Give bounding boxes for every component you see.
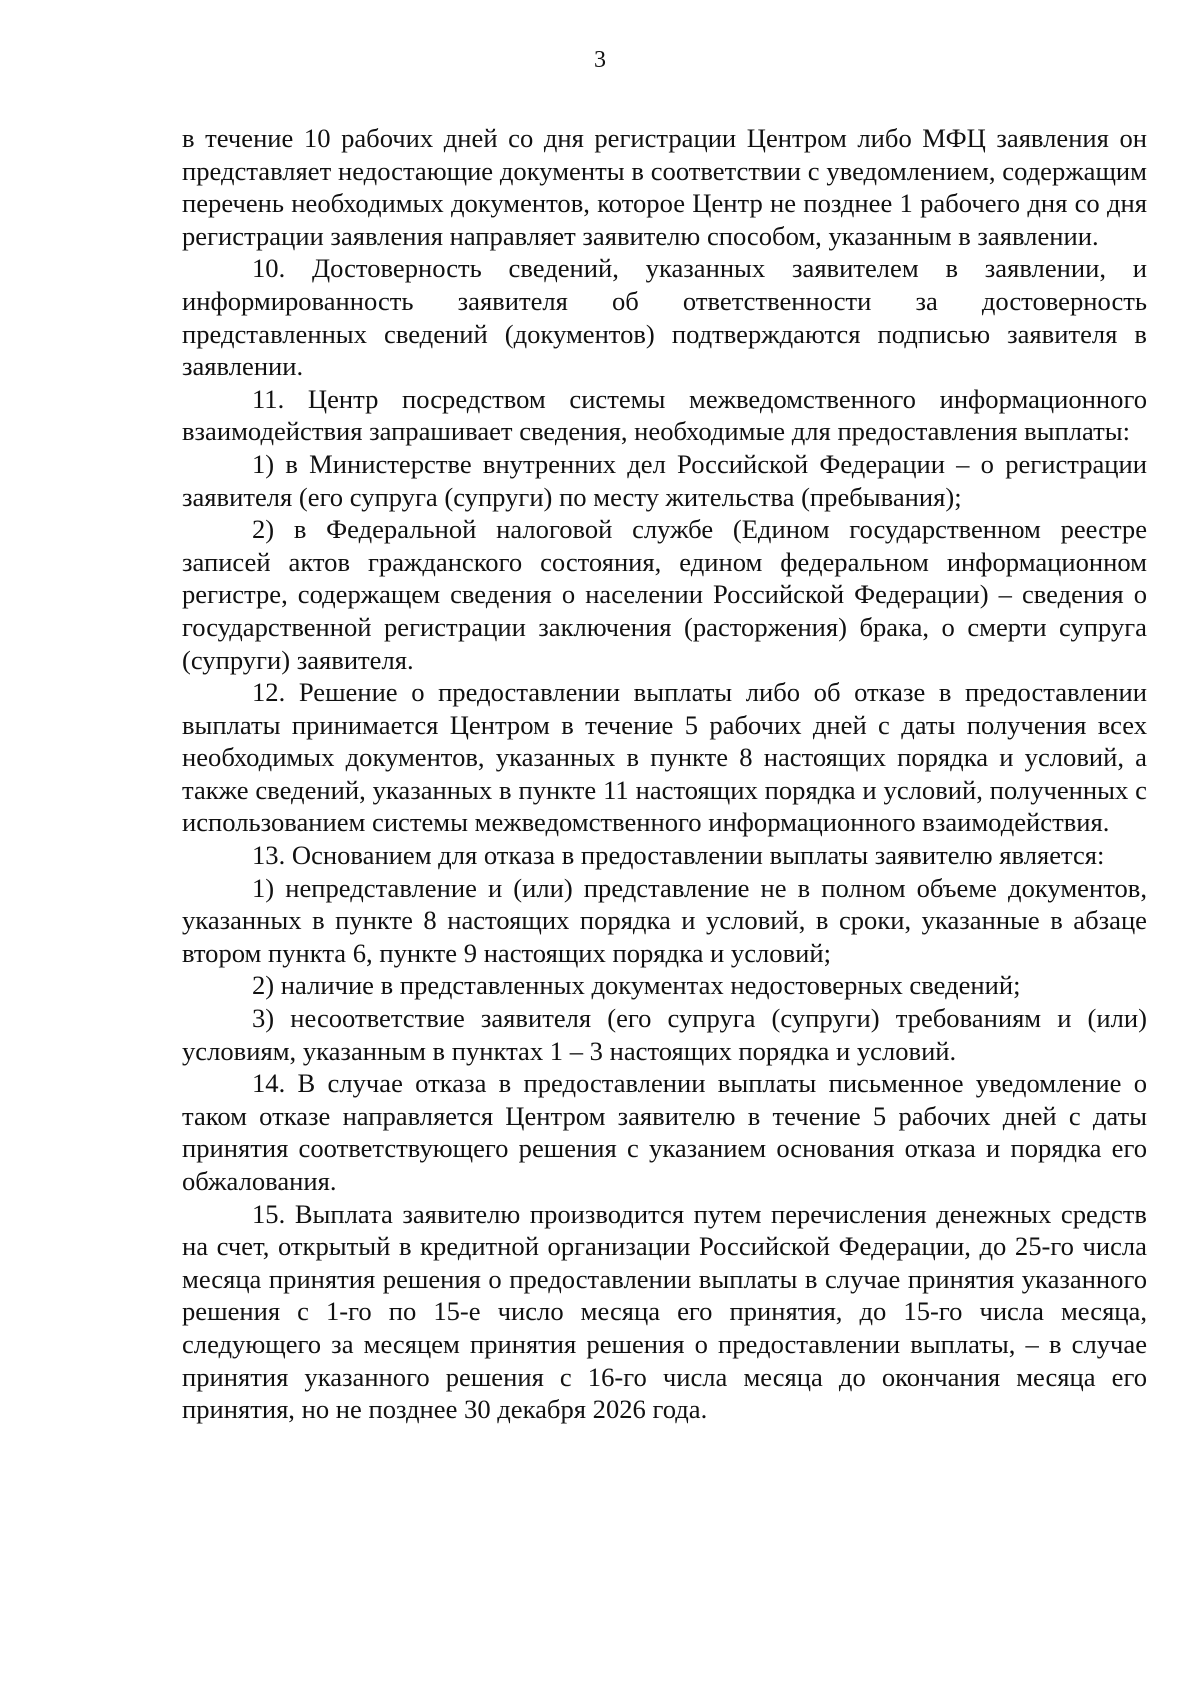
paragraph-13-item-1: 1) непредставление и (или) представление не в полном объеме документов, указанных в пункте 8 настоящих порядка и условий, в сроки, указанные в абзаце втором пункта 6, пункте 9 настоящих порядка и условий; bbox=[182, 872, 1147, 968]
paragraph-11: 11. Центр посредством системы межведомственного информационного взаимодействия запрашивает сведения, необходимые для предоставления выплаты: bbox=[182, 383, 1147, 447]
paragraph-15: 15. Выплата заявителю производится путем перечисления денежных средств на счет, открытый в кредитной организации Российской Федерации, до 25-го числа месяца принятия решения о предоставлении выплаты в случае принятия указанного решения с 1-го по 15-е число месяца его принятия, до 15-го числа месяца, следующего за месяцем принятия решения о предоставлении выплаты, – в случае принятия указанного решения с 16-го числа месяца до окончания месяца его принятия, но не позднее 30 декабря 2026 года. bbox=[182, 1198, 1147, 1425]
paragraph-13-item-2: 2) наличие в представленных документах недостоверных сведений; bbox=[252, 970, 1021, 1001]
paragraph-11-item-1: 1) в Министерстве внутренних дел Российской Федерации – о регистрации заявителя (его супруга (супруги) по месту жительства (пребывания); bbox=[182, 448, 1147, 512]
paragraph-13-item-3: 3) несоответствие заявителя (его супруга (супруги) требованиям и (или) условиям, указанным в пунктах 1 – 3 настоящих порядка и условий. bbox=[182, 1003, 1147, 1066]
paragraph-14: 14. В случае отказа в предоставлении выплаты письменное уведомление о таком отказе направляется Центром заявителю в течение 5 рабочих дней с даты принятия соответствующего решения с указанием основания отказа и порядка его обжалования. bbox=[182, 1068, 1147, 1196]
document-body bbox=[182, 122, 1147, 1426]
paragraph-10: 10. Достоверность сведений, указанных заявителем в заявлении, и информированность заявителя об ответственности за достоверность представленных сведений (документов) подтверждаются подписью заявителя в заявлении. bbox=[182, 253, 1147, 382]
paragraph-continuation: в течение 10 рабочих дней со дня регистрации Центром либо МФЦ заявления он представляет недостающие документы в соответствии с уведомлением, содержащим перечень необходимых документов, которое Центр не позднее 1 рабочего дня со дня регистрации заявления направляет заявителю способом, указанным в заявлении. bbox=[182, 123, 1147, 251]
paragraph-13: 13. Основанием для отказа в предоставлении выплаты заявителю является: bbox=[252, 840, 1105, 871]
page-number: 3 bbox=[594, 47, 606, 73]
paragraph-12: 12. Решение о предоставлении выплаты либо об отказе в предоставлении выплаты принимается Центром в течение 5 рабочих дней с даты получения всех необходимых документов, указанных в пункте 8 настоящих порядка и условий, а также сведений, указанных в пункте 11 настоящих порядка и условий, полученных с использованием системы межведомственного информационного взаимодействия. bbox=[182, 677, 1147, 838]
paragraph-11-item-2: 2) в Федеральной налоговой службе (Едином государственном реестре записей актов гражданского состояния, едином федеральном информационном регистре, содержащем сведения о населении Российской Федерации) – сведения о государственной регистрации заключения (расторжения) брака, о смерти супруга (супруги) заявителя. bbox=[182, 514, 1147, 675]
